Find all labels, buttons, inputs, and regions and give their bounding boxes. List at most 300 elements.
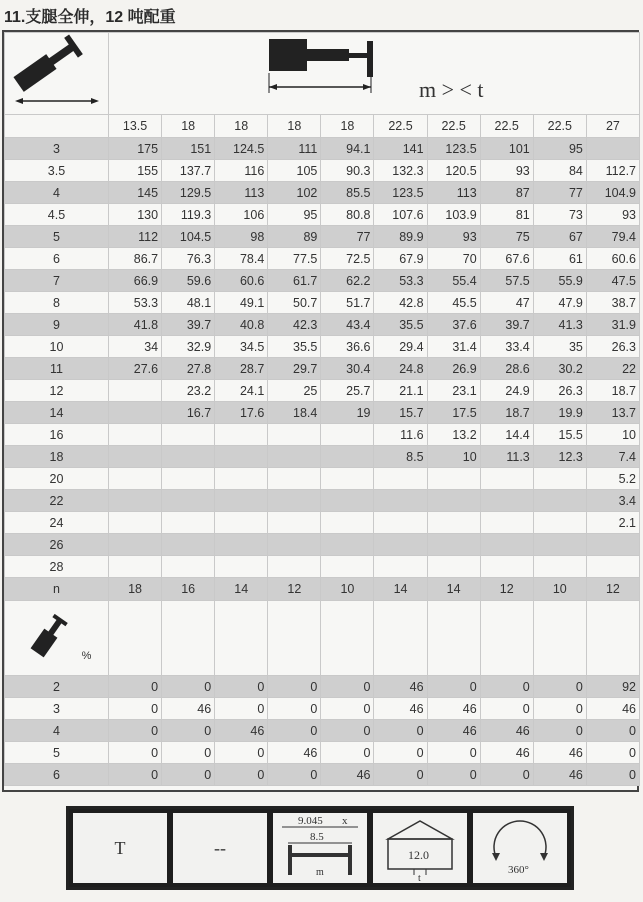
table-row <box>5 336 640 358</box>
table-cell: 27.8 <box>162 358 215 380</box>
outrigger-extended-icon <box>5 33 109 111</box>
footer-box-dash <box>173 813 267 883</box>
row-label: 6 <box>5 764 109 786</box>
table-cell <box>321 446 374 468</box>
table-cell: 21.1 <box>374 380 427 402</box>
table-cell: 84 <box>533 160 586 182</box>
table-cell: 0 <box>533 676 586 698</box>
span-value-mid: 8.5 <box>310 831 324 843</box>
table-cell: 14.4 <box>480 424 533 446</box>
table-cell: 18 <box>268 115 321 138</box>
table-cell: 22.5 <box>480 115 533 138</box>
table-cell: 0 <box>427 764 480 786</box>
table-cell: 0 <box>586 720 639 742</box>
table-cell: 0 <box>268 720 321 742</box>
table-cell: 111 <box>268 138 321 160</box>
table-cell: 67 <box>533 226 586 248</box>
footer-dash-label: -- <box>214 837 226 858</box>
table-cell <box>162 534 215 556</box>
table-cell: 3.4 <box>586 490 639 512</box>
table-cell: 0 <box>162 742 215 764</box>
table-cell <box>321 468 374 490</box>
table-cell: 0 <box>321 742 374 764</box>
table-cell <box>321 534 374 556</box>
table-cell: 15.7 <box>374 402 427 424</box>
outrigger-icon-cell <box>5 33 109 115</box>
table-cell <box>533 534 586 556</box>
table-cell: 77 <box>533 182 586 204</box>
table-row <box>5 138 640 160</box>
table-cell: 0 <box>586 742 639 764</box>
table-cell: 0 <box>215 676 268 698</box>
table-row <box>5 490 640 512</box>
table-cell: 38.7 <box>586 292 639 314</box>
table-cell: 0 <box>480 676 533 698</box>
table-cell: 77.5 <box>268 248 321 270</box>
table-cell: 89 <box>268 226 321 248</box>
table-cell: 23.1 <box>427 380 480 402</box>
boom-header-cell <box>109 33 640 115</box>
row-label: 10 <box>5 336 109 358</box>
section-header-row <box>5 601 640 676</box>
table-cell: 120.5 <box>427 160 480 182</box>
row-label: 14 <box>5 402 109 424</box>
table-cell: 13.5 <box>109 115 162 138</box>
table-cell: 35.5 <box>268 336 321 358</box>
table-row <box>5 292 640 314</box>
telescope-section-icon <box>22 607 82 667</box>
table-cell <box>374 468 427 490</box>
table-row <box>5 204 640 226</box>
table-cell: 94.1 <box>321 138 374 160</box>
table-cell <box>374 556 427 578</box>
table-cell: 155 <box>109 160 162 182</box>
table-cell: 46 <box>321 764 374 786</box>
table-cell: 175 <box>109 138 162 160</box>
table-cell <box>162 490 215 512</box>
table-cell: 107.6 <box>374 204 427 226</box>
table-cell <box>374 512 427 534</box>
table-cell: 35 <box>533 336 586 358</box>
table-cell <box>427 490 480 512</box>
table-cell: 13.7 <box>586 402 639 424</box>
table-cell: 55.4 <box>427 270 480 292</box>
table-cell <box>586 138 639 160</box>
table-cell: 27.6 <box>109 358 162 380</box>
table-cell: 10 <box>586 424 639 446</box>
table-cell: 46 <box>162 698 215 720</box>
table-cell <box>321 556 374 578</box>
table-row <box>5 380 640 402</box>
table-cell: 0 <box>215 698 268 720</box>
table-cell: 0 <box>109 720 162 742</box>
table-row <box>5 578 640 601</box>
table-cell <box>480 512 533 534</box>
table-cell <box>109 468 162 490</box>
table-cell <box>533 490 586 512</box>
table-cell: 76.3 <box>162 248 215 270</box>
table-cell <box>109 402 162 424</box>
page-title: 11.支腿全伸，12 吨配重 <box>4 9 176 26</box>
table-cell: 73 <box>533 204 586 226</box>
footer-box-dimension <box>273 813 367 883</box>
table-row <box>5 270 640 292</box>
table-cell <box>268 468 321 490</box>
table-cell: 67.9 <box>374 248 427 270</box>
table-cell: 13.2 <box>427 424 480 446</box>
table-cell: 34.5 <box>215 336 268 358</box>
table-cell: 22.5 <box>427 115 480 138</box>
table-cell <box>427 556 480 578</box>
table-cell: 113 <box>215 182 268 204</box>
unit-label: m > < t <box>419 77 484 102</box>
table-cell: 0 <box>268 676 321 698</box>
row-label: 5 <box>5 742 109 764</box>
table-cell: 29.4 <box>374 336 427 358</box>
rotation-value: 360° <box>508 864 529 876</box>
table-cell: 87 <box>480 182 533 204</box>
table-cell: 0 <box>109 764 162 786</box>
table-cell: 0 <box>427 742 480 764</box>
table-cell: 39.7 <box>162 314 215 336</box>
row-label: 4 <box>5 720 109 742</box>
table-cell <box>427 512 480 534</box>
table-cell: 17.5 <box>427 402 480 424</box>
row-label: 3.5 <box>5 160 109 182</box>
table-cell <box>162 446 215 468</box>
table-cell: 0 <box>374 720 427 742</box>
table-cell: 29.7 <box>268 358 321 380</box>
table-cell <box>109 534 162 556</box>
table-cell: 40.8 <box>215 314 268 336</box>
table-cell: 145 <box>109 182 162 204</box>
table-cell: 28.7 <box>215 358 268 380</box>
table-cell <box>109 556 162 578</box>
table-cell: 27 <box>586 115 639 138</box>
table-cell <box>109 601 162 676</box>
table-cell: 46 <box>533 742 586 764</box>
table-cell: 72.5 <box>321 248 374 270</box>
table-cell: 0 <box>215 742 268 764</box>
span-unit: m <box>316 867 324 878</box>
table-cell: 16.7 <box>162 402 215 424</box>
table-cell <box>215 556 268 578</box>
table-cell: 41.3 <box>533 314 586 336</box>
table-cell <box>374 490 427 512</box>
row-label: 3 <box>5 138 109 160</box>
table-cell: 10 <box>427 446 480 468</box>
footer-box-counterweight <box>373 813 467 883</box>
table-cell: 30.4 <box>321 358 374 380</box>
table-cell: 31.9 <box>586 314 639 336</box>
table-cell: 10 <box>321 578 374 601</box>
table-cell: 18.7 <box>586 380 639 402</box>
table-cell: 25 <box>268 380 321 402</box>
table-cell: 22.5 <box>374 115 427 138</box>
table-cell: 50.7 <box>268 292 321 314</box>
table-cell: 129.5 <box>162 182 215 204</box>
table-cell <box>533 468 586 490</box>
table-cell <box>533 556 586 578</box>
table-cell <box>268 490 321 512</box>
table-cell: 132.3 <box>374 160 427 182</box>
table-cell: 116 <box>215 160 268 182</box>
table-cell: 17.6 <box>215 402 268 424</box>
table-cell: 10 <box>533 578 586 601</box>
table-cell: 92 <box>586 676 639 698</box>
table-cell: 12.3 <box>533 446 586 468</box>
table-row <box>5 226 640 248</box>
table-cell <box>480 534 533 556</box>
table-cell: 8.5 <box>374 446 427 468</box>
table-cell: 46 <box>480 742 533 764</box>
table-cell: 0 <box>268 764 321 786</box>
table-cell: 105 <box>268 160 321 182</box>
table-cell <box>215 534 268 556</box>
table-cell <box>586 534 639 556</box>
table-cell: 46 <box>586 698 639 720</box>
table-cell: 130 <box>109 204 162 226</box>
table-cell <box>374 534 427 556</box>
table-cell: 7.4 <box>586 446 639 468</box>
row-label: 28 <box>5 556 109 578</box>
table-cell <box>268 556 321 578</box>
table-cell <box>162 601 215 676</box>
table-cell: 123.5 <box>374 182 427 204</box>
table-cell: 14 <box>215 578 268 601</box>
table-cell <box>586 556 639 578</box>
table-cell <box>215 446 268 468</box>
table-row <box>5 314 640 336</box>
table-cell: 95 <box>533 138 586 160</box>
row-label: 11 <box>5 358 109 380</box>
table-cell: 0 <box>109 742 162 764</box>
table-cell: 90.3 <box>321 160 374 182</box>
table-cell: 141 <box>374 138 427 160</box>
table-cell: 93 <box>480 160 533 182</box>
table-cell: 23.2 <box>162 380 215 402</box>
table-cell: 81 <box>480 204 533 226</box>
table-cell: 85.5 <box>321 182 374 204</box>
row-label: 4.5 <box>5 204 109 226</box>
rotation-360-icon <box>474 813 566 883</box>
table-cell: 18 <box>109 578 162 601</box>
table-cell: 137.7 <box>162 160 215 182</box>
table-cell: 57.5 <box>480 270 533 292</box>
span-x-label: x <box>342 815 348 827</box>
table-cell: 47.5 <box>586 270 639 292</box>
table-row <box>5 676 640 698</box>
table-cell: 67.6 <box>480 248 533 270</box>
table-cell: 70 <box>427 248 480 270</box>
table-cell <box>268 601 321 676</box>
load-chart-table <box>2 30 639 792</box>
table-row <box>5 424 640 446</box>
table-cell: 124.5 <box>215 138 268 160</box>
table-cell <box>321 512 374 534</box>
table-cell: 78.4 <box>215 248 268 270</box>
table-cell <box>533 601 586 676</box>
table-cell: 104.5 <box>162 226 215 248</box>
table-cell: 12 <box>586 578 639 601</box>
table-cell: 31.4 <box>427 336 480 358</box>
table-cell: 24.1 <box>215 380 268 402</box>
table-cell <box>427 534 480 556</box>
table-cell: 47 <box>480 292 533 314</box>
table-cell: 106 <box>215 204 268 226</box>
footer-t-label: T <box>114 837 126 858</box>
footer-icon-bar <box>66 806 574 890</box>
row-label: 18 <box>5 446 109 468</box>
table-cell <box>268 512 321 534</box>
table-cell: 0 <box>480 764 533 786</box>
table-cell: 12 <box>268 578 321 601</box>
table-row <box>5 446 640 468</box>
table-cell: 0 <box>427 676 480 698</box>
table-cell: 24.8 <box>374 358 427 380</box>
table-cell: 26.3 <box>533 380 586 402</box>
row-label: 24 <box>5 512 109 534</box>
table-cell: 42.3 <box>268 314 321 336</box>
table-cell: 93 <box>427 226 480 248</box>
table-cell <box>162 424 215 446</box>
table-cell: 37.6 <box>427 314 480 336</box>
table-cell: 36.6 <box>321 336 374 358</box>
counterweight-icon <box>374 813 466 883</box>
row-label: 8 <box>5 292 109 314</box>
row-label: 7 <box>5 270 109 292</box>
table-cell: 39.7 <box>480 314 533 336</box>
table-cell: 35.5 <box>374 314 427 336</box>
table-cell: 0 <box>162 676 215 698</box>
counterweight-value: 12.0 <box>408 848 429 862</box>
table-cell: 5.2 <box>586 468 639 490</box>
table-cell <box>480 490 533 512</box>
table-cell <box>374 601 427 676</box>
table-cell: 48.1 <box>162 292 215 314</box>
footer-box-t <box>73 813 167 883</box>
table-row <box>5 248 640 270</box>
table-row <box>5 468 640 490</box>
table-cell: 34 <box>109 336 162 358</box>
table-cell: 18.4 <box>268 402 321 424</box>
row-label: 4 <box>5 182 109 204</box>
row-label: 20 <box>5 468 109 490</box>
table-cell: 33.4 <box>480 336 533 358</box>
row-label: 16 <box>5 424 109 446</box>
table-row <box>5 358 640 380</box>
table-cell: 66.9 <box>109 270 162 292</box>
table-cell <box>109 424 162 446</box>
table-cell: 61 <box>533 248 586 270</box>
table-cell: 18 <box>162 115 215 138</box>
table-cell: 104.9 <box>586 182 639 204</box>
table-cell: 30.2 <box>533 358 586 380</box>
table-cell: 103.9 <box>427 204 480 226</box>
table-cell: 0 <box>321 698 374 720</box>
table-cell: 0 <box>109 676 162 698</box>
row-label <box>5 115 109 138</box>
table-cell: 0 <box>215 764 268 786</box>
table-cell <box>215 490 268 512</box>
table-row <box>5 720 640 742</box>
table-cell: 18 <box>215 115 268 138</box>
table-cell: 16 <box>162 578 215 601</box>
row-label: n <box>5 578 109 601</box>
table-cell <box>109 446 162 468</box>
table-cell: 98 <box>215 226 268 248</box>
table-cell <box>427 468 480 490</box>
table-cell: 80.8 <box>321 204 374 226</box>
table-cell: 60.6 <box>215 270 268 292</box>
table-cell <box>215 512 268 534</box>
row-label: 5 <box>5 226 109 248</box>
table-cell <box>321 490 374 512</box>
table-cell: 0 <box>162 720 215 742</box>
table-cell: 14 <box>427 578 480 601</box>
table-cell: 19 <box>321 402 374 424</box>
table-cell <box>109 380 162 402</box>
table-cell: 93 <box>586 204 639 226</box>
table-cell: 0 <box>162 764 215 786</box>
table-cell: 51.7 <box>321 292 374 314</box>
table-cell: 62.2 <box>321 270 374 292</box>
table-cell: 14 <box>374 578 427 601</box>
counterweight-unit: t <box>418 873 421 883</box>
table-cell: 53.3 <box>374 270 427 292</box>
table-row <box>5 160 640 182</box>
table-cell: 89.9 <box>374 226 427 248</box>
row-label: 22 <box>5 490 109 512</box>
table-cell <box>109 490 162 512</box>
table-cell <box>215 601 268 676</box>
table-cell: 0 <box>374 742 427 764</box>
table-cell: 18 <box>321 115 374 138</box>
table-cell: 47.9 <box>533 292 586 314</box>
table-cell: 11.6 <box>374 424 427 446</box>
row-label: 9 <box>5 314 109 336</box>
table-cell <box>162 512 215 534</box>
table-cell <box>480 601 533 676</box>
table-cell: 2.1 <box>586 512 639 534</box>
table-cell <box>480 468 533 490</box>
table-cell: 46 <box>427 698 480 720</box>
table-cell <box>109 512 162 534</box>
table-cell <box>215 468 268 490</box>
table-row <box>5 512 640 534</box>
table-cell: 0 <box>374 764 427 786</box>
table-cell: 41.8 <box>109 314 162 336</box>
table-cell: 24.9 <box>480 380 533 402</box>
table-cell: 112.7 <box>586 160 639 182</box>
table-cell: 112 <box>109 226 162 248</box>
table-cell: 49.1 <box>215 292 268 314</box>
table-cell: 32.9 <box>162 336 215 358</box>
table-cell: 46 <box>480 720 533 742</box>
table-cell: 25.7 <box>321 380 374 402</box>
table-row <box>5 698 640 720</box>
table-cell: 60.6 <box>586 248 639 270</box>
row-label: 6 <box>5 248 109 270</box>
table-cell: 46 <box>427 720 480 742</box>
table-cell: 45.5 <box>427 292 480 314</box>
table-cell <box>480 556 533 578</box>
table-cell: 46 <box>374 676 427 698</box>
row-label: 3 <box>5 698 109 720</box>
table-cell: 77 <box>321 226 374 248</box>
table-cell: 75 <box>480 226 533 248</box>
table-cell: 0 <box>109 698 162 720</box>
